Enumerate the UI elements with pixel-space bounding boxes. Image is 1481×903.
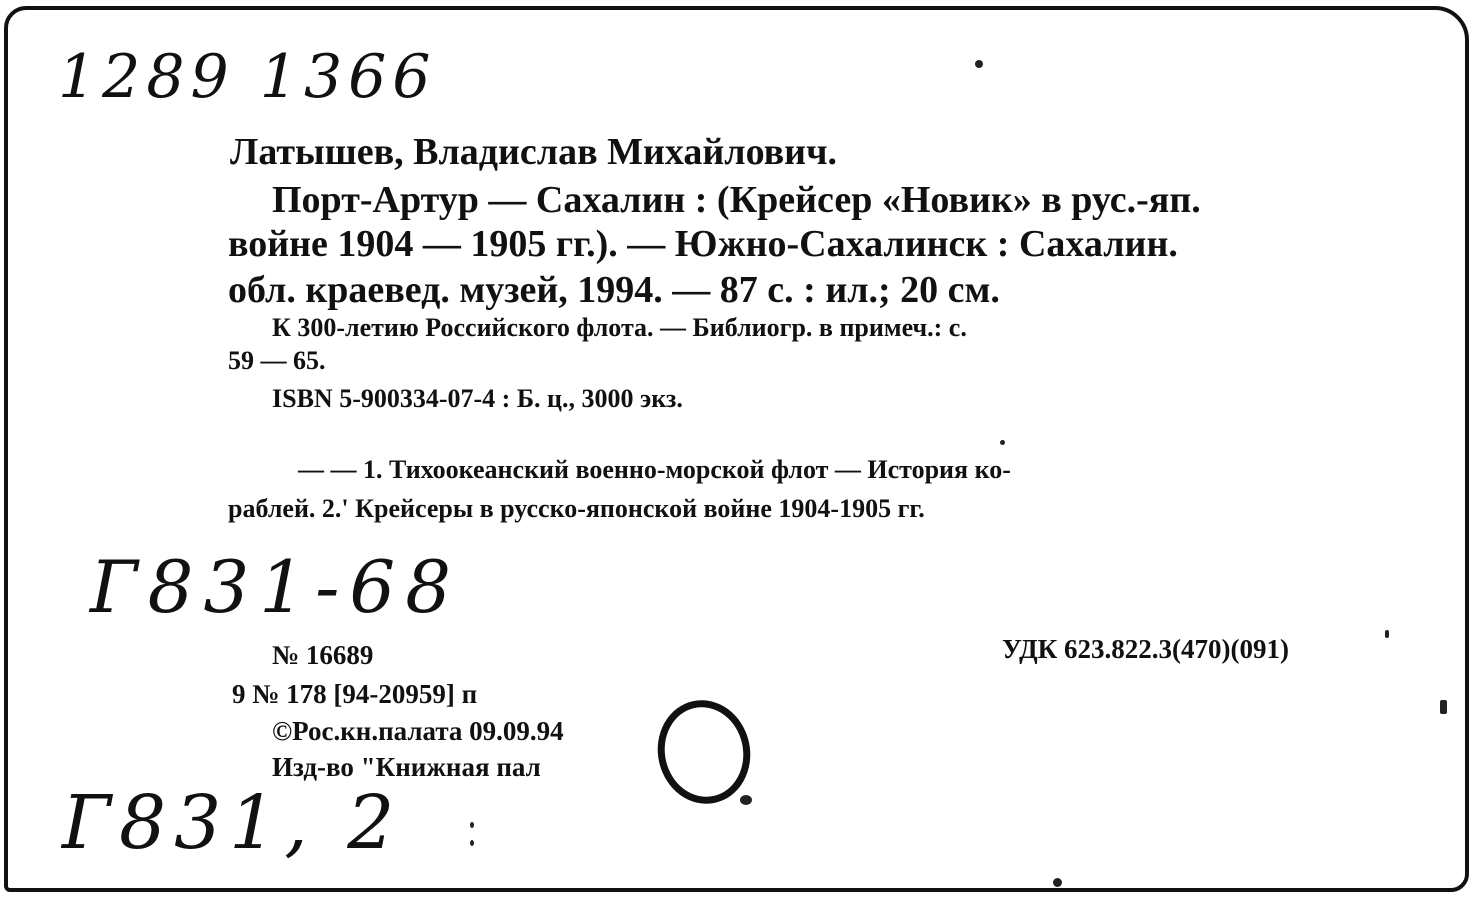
ink-speck [470,840,474,846]
ink-speck [470,822,474,828]
note-line-1: К 300-летию Российского флота. — Библиогр. в примеч.: с. [272,313,967,342]
publisher-line: Изд-во "Книжная пал [272,752,541,782]
handwritten-shelfmark-top: 1289 1366 [58,42,437,112]
ink-speck [740,795,752,805]
title-line-3: обл. краевед. музей, 1994. — 87 с. : ил.; 20 см. [228,269,1000,311]
chamber-number-line: 9 № 178 [94-20959] п [232,679,478,709]
isbn-line: ISBN 5-900334-07-4 : Б. ц., 3000 экз. [272,384,683,413]
udk-classification: УДК 623.822.3(470)(091) [1002,634,1289,664]
book-chamber-copyright-line: ©Рос.кн.палата 09.09.94 [272,716,564,746]
ink-speck [1440,700,1447,714]
author-heading: Латышев, Владислав Михайлович. [230,131,837,173]
handwritten-shelfmark-bottom: Г831, 2 [62,780,403,866]
handwritten-shelfmark-middle: Г831-68 [90,545,462,629]
subjects-line-1: — — 1. Тихоокеанский военно-морской флот — История ко- [298,455,1011,484]
subjects-line-2: раблей. 2.' Крейсеры в русско-японской войне 1904-1905 гг. [228,494,925,523]
ink-speck [1053,878,1062,887]
note-line-2: 59 — 65. [228,346,326,375]
ink-speck [1385,630,1389,638]
title-line-2: войне 1904 — 1905 гг.). — Южно-Сахалинск : Сахалин. [228,223,1178,265]
ink-speck [975,60,983,68]
title-line-1: Порт-Артур — Сахалин : (Крейсер «Новик» в рус.-яп. [272,179,1201,221]
ink-speck [1000,440,1005,445]
record-number: № 16689 [272,640,374,670]
